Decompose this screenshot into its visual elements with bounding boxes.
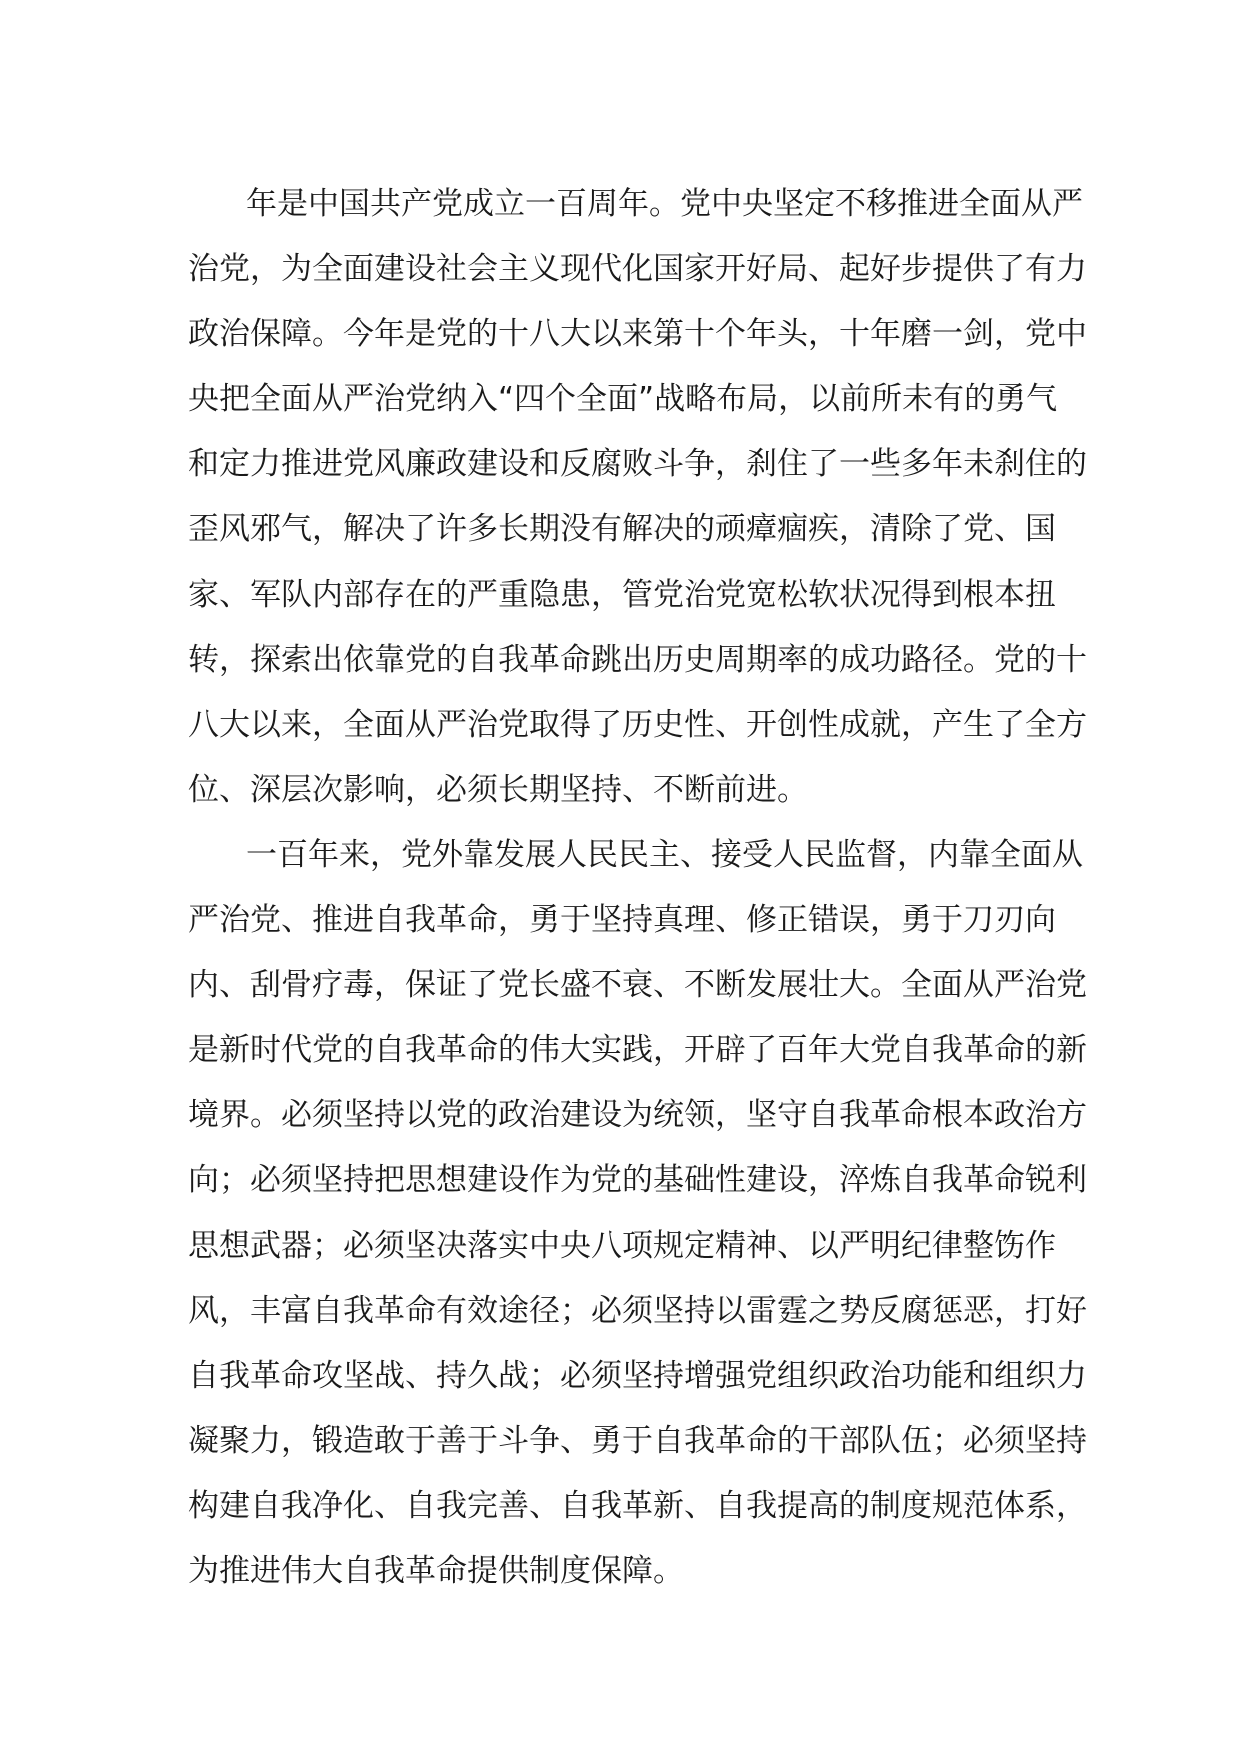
paragraph-2 (188, 823, 1087, 1604)
text-line: 自我革命攻坚战、持久战；必须坚持增强党组织政治功能和组织力 (188, 1357, 1087, 1394)
paragraph-1 (188, 172, 1087, 823)
text-line: 是新时代党的自我革命的伟大实践，开辟了百年大党自我革命的新 (188, 1032, 1087, 1069)
text-line: 凝聚力，锻造敢于善于斗争、勇于自我革命的干部队伍；必须坚持 (188, 1422, 1087, 1459)
text-line: 一百年来，党外靠发展人民民主、接受人民监督，内靠全面从 (246, 836, 1083, 873)
text-line: 央把全面从严治党纳入“四个全面”战略布局，以前所未有的勇气 (188, 381, 1058, 418)
document-body (188, 172, 1087, 1604)
text-line: 歪风邪气，解决了许多长期没有解决的顽瘴痼疾，清除了党、国 (188, 511, 1056, 548)
text-line: 严治党、推进自我革命，勇于坚持真理、修正错误，勇于刀刃向 (188, 902, 1056, 939)
text-line: 内、刮骨疗毒，保证了党长盛不衰、不断发展壮大。全面从严治党 (188, 967, 1087, 1004)
text-line: 思想武器；必须坚决落实中央八项规定精神、以严明纪律整饬作 (188, 1227, 1056, 1264)
text-line: 家、军队内部存在的严重隐患，管党治党宽松软状况得到根本扭 (188, 576, 1056, 613)
text-line: 构建自我净化、自我完善、自我革新、自我提高的制度规范体系， (188, 1487, 1087, 1524)
text-line: 八大以来，全面从严治党取得了历史性、开创性成就，产生了全方 (188, 706, 1087, 743)
text-line: 风，丰富自我革命有效途径；必须坚持以雷霆之势反腐惩恶，打好 (188, 1292, 1087, 1329)
text-line: 为推进伟大自我革命提供制度保障。 (188, 1552, 684, 1589)
text-line: 治党，为全面建设社会主义现代化国家开好局、起好步提供了有力 (188, 251, 1087, 288)
text-line: 年是中国共产党成立一百周年。党中央坚定不移推进全面从严 (246, 186, 1083, 222)
text-line: 政治保障。今年是党的十八大以来第十个年头，十年磨一剑，党中 (188, 316, 1087, 353)
text-line: 位、深层次影响，必须长期坚持、不断前进。 (188, 771, 808, 808)
text-line: 境界。必须坚持以党的政治建设为统领，坚守自我革命根本政治方 (188, 1097, 1087, 1134)
text-line: 向；必须坚持把思想建设作为党的基础性建设，淬炼自我革命锐利 (188, 1162, 1087, 1199)
text-line: 和定力推进党风廉政建设和反腐败斗争，刹住了一些多年未刹住的 (188, 446, 1087, 483)
text-line: 转，探索出依靠党的自我革命跳出历史周期率的成功路径。党的十 (188, 641, 1087, 678)
